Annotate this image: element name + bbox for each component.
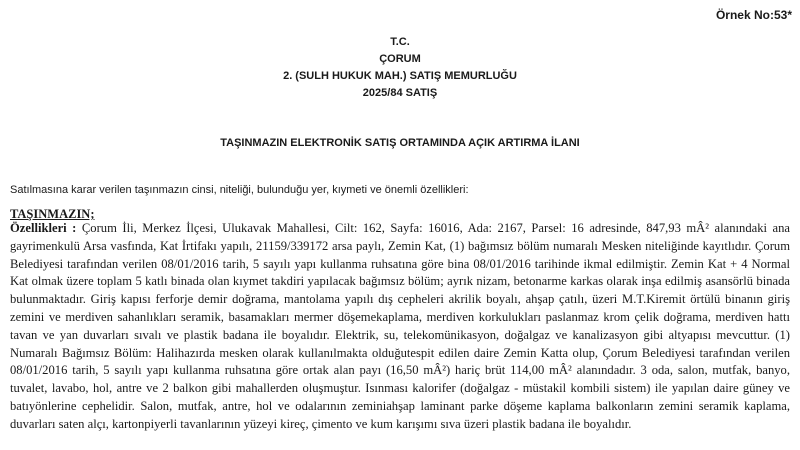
property-features-paragraph — [10, 220, 790, 434]
features-text: Çorum İli, Merkez İlçesi, Ulukavak Mahallesi, Cilt: 162, Sayfa: 16016, Ada: 2167, Parsel: 16 adresinde, 847,93 mÂ² alanındaki ana gayrimenkulü Arsa vasfında, Kat İrtifakı yapılı, 21159/339172 arsa paylı, Zemin Kat, (1) bağımsız bölüm numaralı Mesken niteliğinde kayıtlıdır. Çorum Belediyesi tarafından verilen 08/01/2016 tarih, 5 sayılı yapı kullanma ruhsatına göre bina 08/01/2016 tarihinde ikmal edilmiştir. Zemin Kat + 4 Normal Kat olmak üzere toplam 5 katlı binada olan kıymet takdiri yapılacak bağımsız bölüm; ayrık nizam, betonarme karkas olarak inşa edilmiş asansörlü binada bulunmaktadır. Giriş kapısı ferforje demir doğrama, mantolama yapılı dış cepheleri akrilik boyalı, ahşap çatılı, üzeri M.T.Kiremit örtülü binanın giriş zemini ve merdiven sahanlıkları seramik, basamakları mermer döşemekaplama, merdiven korkulukları paslanmaz krom çelik doğrama, merdiven hattı tavan ve yan duvarları sıvalı ve plastik badana ile boyalıdır. Elektrik, su, telekomünikasyon, doğalgaz ve kanalizasyon gibi altyapısı mevcuttur. (1) Numaralı Bağımsız Bölüm: Halihazırda mesken olarak kullanılmakta olduğutespit edilen daire Zemin Katta olup, Çorum Belediyesi tarafından verilen 08/01/2016 tarih, 5 sayılı yapı kullanma ruhsatına göre ortak alan payı (16,50 mÂ²) hariç brüt 114,00 mÂ² alanındadır. 3 oda, salon, mutfak, banyo, tuvalet, lavabo, hol, antre ve 2 balkon gibi mahallerden oluşmuştur. Isınması kalorifer (doğalgaz - müstakil kombili sistem) ile yapılan daire güney ve batıyönlerine cephelidir. Salon, mutfak, antre, hol ve odalarının zeminiahşap laminant parke döşeme kaplama balkonların zemini seramik kaplama, duvarları saten alçı, kartonpiyerli tavanlarının yüzeyi kireç, çimento ve kum karışımı sıva üzeri plastik badana ile boyalıdır. — [10, 221, 791, 431]
sample-number: Örnek No:53* — [715, 8, 792, 22]
header-office: 2. (SULH HUKUK MAH.) SATIŞ MEMURLUĞU — [283, 70, 517, 82]
notice-title: TAŞINMAZIN ELEKTRONİK SATIŞ ORTAMINDA AÇIK ARTIRMA İLANI — [220, 137, 580, 149]
features-label: Özellikleri : — [10, 221, 77, 235]
header-republic: T.C. — [390, 36, 410, 48]
property-heading: TAŞINMAZIN; — [10, 207, 95, 221]
header-file-number: 2025/84 SATIŞ — [362, 87, 438, 99]
document-header — [0, 34, 800, 102]
intro-paragraph: Satılmasına karar verilen taşınmazın cinsi, niteliği, bulunduğu yer, kıymeti ve önemli özellikleri: — [10, 184, 469, 196]
header-city: ÇORUM — [379, 53, 421, 65]
